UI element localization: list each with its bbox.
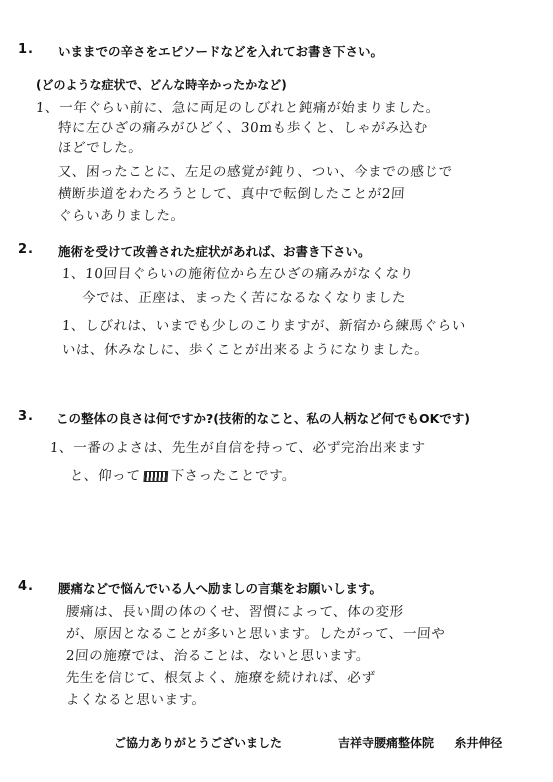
redacted-name-mark xyxy=(143,471,168,482)
answer-1-line-4: 又、困ったことに、左足の感覚が鈍り、つい、今までの感じで xyxy=(57,164,454,180)
answer-2-line-3: 1、しびれは、いまでも少しのこりますが、新宿から練馬ぐらい xyxy=(61,318,467,334)
question-3-text: この整体の良さは何ですか?(技術的なこと、私の人柄など何でもOKです) xyxy=(56,411,470,426)
practitioner-name: 糸井伸径 xyxy=(454,736,503,750)
question-4-number: 4. xyxy=(18,579,34,594)
answer-1-line-3: ほどでした。 xyxy=(57,140,144,156)
answer-4-line-1: 腰痛は、長い間の体のくせ、習慣によって、体の変形 xyxy=(65,604,405,620)
answer-3-line-1: 1、一番のよさは、先生が自信を持って、必ず完治出来ます xyxy=(49,440,426,456)
answer-2-line-1: 1、10回目ぐらいの施術位から左ひざの痛みがなくなり xyxy=(61,266,415,282)
question-1-number: 1. xyxy=(18,42,34,57)
answer-4-line-5: よくなると思います。 xyxy=(65,692,207,708)
question-2-number: 2. xyxy=(18,242,34,257)
answer-3-line-2-start: と、仰って xyxy=(69,468,141,484)
answer-3-line-2-end: 下さったことです。 xyxy=(169,468,297,484)
question-1-subtext: (どのような症状で、どんな時辛かったかなど) xyxy=(36,78,287,92)
footer-signature xyxy=(338,734,502,751)
answer-2-line-2: 今では、正座は、まったく苦になるなくなりました xyxy=(81,290,407,306)
answer-1-line-6: ぐらいありました。 xyxy=(57,208,186,224)
answer-2-line-4: いは、休みなしに、歩くことが出来るようになりました。 xyxy=(61,342,430,358)
question-3-number: 3. xyxy=(18,409,34,424)
answer-4-line-4: 先生を信じて、根気よく、施療を続ければ、必ず xyxy=(65,670,377,686)
question-4-text: 腰痛などで悩んでいる人へ励ましの言葉をお願いします。 xyxy=(58,581,383,596)
answer-1-line-1: 1、一年ぐらい前に、急に両足のしびれと鈍痛が始まりました。 xyxy=(35,100,441,116)
answer-1-line-5: 横断歩道をわたろうとして、真中で転倒したことが2回 xyxy=(57,186,406,202)
answer-4-line-2: が、原因となることが多いと思います。したがって、一回や xyxy=(65,626,446,642)
answer-4-line-3: 2回の施療では、治ることは、ないと思います。 xyxy=(65,648,371,664)
question-2-text: 施術を受けて改善された症状があれば、お書き下さい。 xyxy=(58,244,371,259)
clinic-name: 吉祥寺腰痛整体院 xyxy=(338,736,435,750)
answer-3-line-2 xyxy=(69,464,297,484)
question-1-text: いままでの辛さをエピソードなどを入れてお書き下さい。 xyxy=(58,44,384,59)
answer-1-line-2: 特に左ひざの痛みがひどく、30mも歩くと、しゃがみ込む xyxy=(57,120,429,136)
footer-thanks: ご協力ありがとうございました xyxy=(114,736,283,750)
